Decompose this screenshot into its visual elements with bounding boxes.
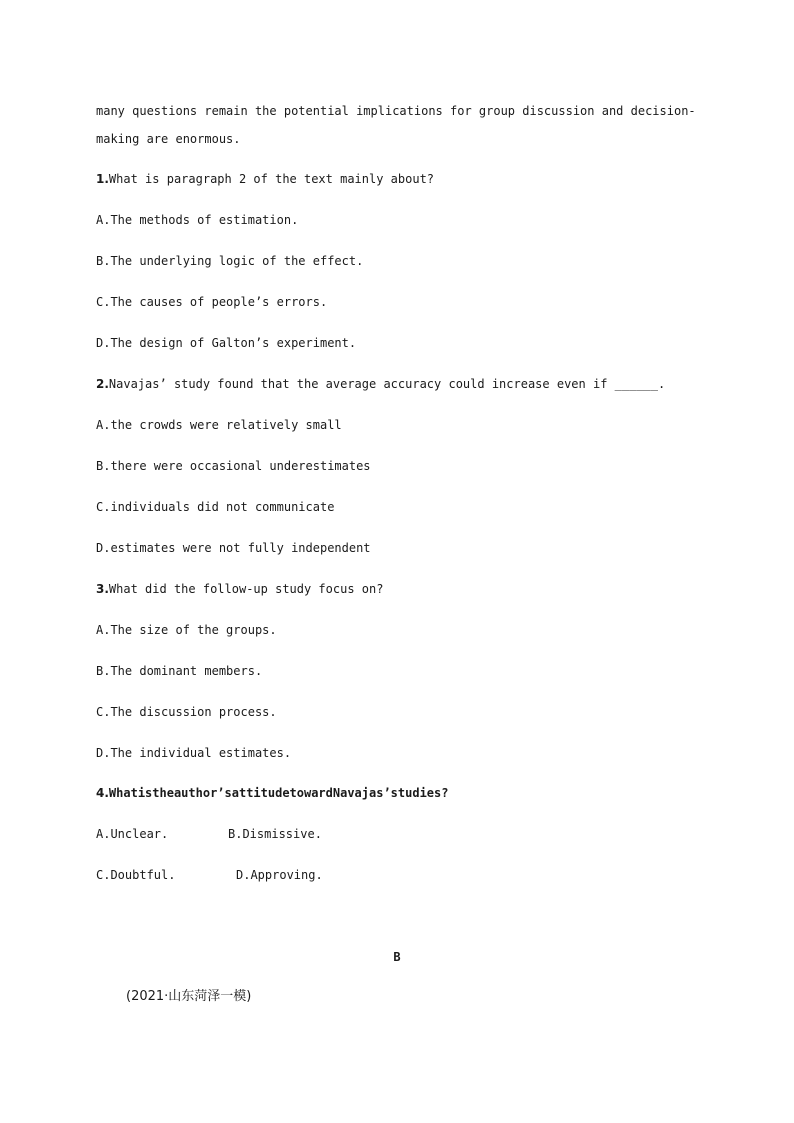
q1-option-a: A.The methods of estimation. xyxy=(96,213,299,227)
passage-line-2: making are enormous. xyxy=(96,132,241,146)
question-stem: Navajas’ study found that the average accuracy could increase even if ______. xyxy=(108,377,666,391)
q2-option-c: C.individuals did not communicate xyxy=(96,500,335,514)
q2-option-a: A.the crowds were relatively small xyxy=(96,418,342,432)
q3-option-d: D.The individual estimates. xyxy=(96,746,292,760)
q1-option-d: D.The design of Galton’s experiment. xyxy=(96,336,357,350)
question-stem: What did the follow-up study focus on? xyxy=(108,582,384,596)
q4-option-d: D.Approving. xyxy=(236,868,323,882)
question-number: 1. xyxy=(96,172,109,186)
q1-option-c: C.The causes of people’s errors. xyxy=(96,295,328,309)
q4-option-a: A.Unclear. xyxy=(96,827,169,841)
question-1 xyxy=(96,171,434,187)
q1-option-b: B.The underlying logic of the effect. xyxy=(96,254,364,268)
q2-option-b: B.there were occasional underestimates xyxy=(96,459,371,473)
question-4 xyxy=(96,785,448,801)
question-number: 4. xyxy=(96,786,109,800)
q3-option-a: A.The size of the groups. xyxy=(96,623,277,637)
q2-option-d: D.estimates were not fully independent xyxy=(96,541,371,555)
q4-option-c: C.Doubtful. xyxy=(96,868,176,882)
q3-option-c: C.The discussion process. xyxy=(96,705,277,719)
q3-option-b: B.The dominant members. xyxy=(96,664,263,678)
question-number: 2. xyxy=(96,377,109,391)
q4-options-row-2 xyxy=(96,867,323,883)
q4-options-row-1 xyxy=(96,826,322,842)
question-3 xyxy=(96,581,383,597)
question-number: 3. xyxy=(96,582,109,596)
section-source: (2021·山东菏泽一模) xyxy=(126,989,252,1004)
question-stem: Whatistheauthor’sattitudetowardNavajas’studies? xyxy=(108,786,449,800)
q4-option-b: B.Dismissive. xyxy=(228,827,322,841)
question-2 xyxy=(96,376,665,392)
question-stem: What is paragraph 2 of the text mainly about? xyxy=(108,172,435,186)
section-title: B xyxy=(393,950,401,964)
passage-line-1: many questions remain the potential implications for group discussion and decision- xyxy=(96,104,696,118)
